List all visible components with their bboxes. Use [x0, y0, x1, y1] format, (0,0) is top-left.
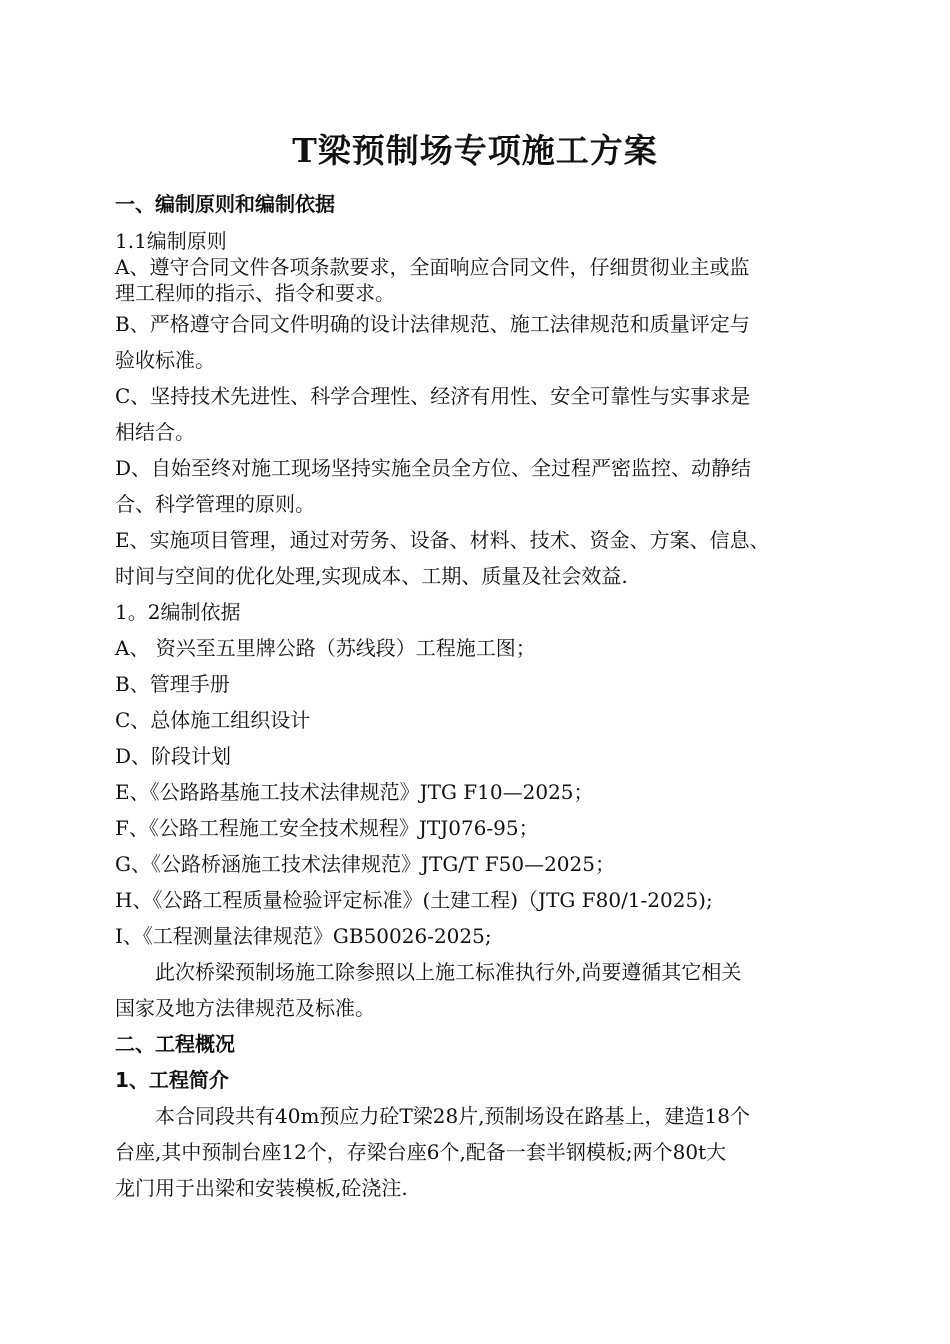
principle-a-line2: 理工程师的指示、指令和要求。: [115, 281, 395, 305]
basis-item-b: B、管理手册: [115, 672, 230, 696]
section-heading: 二、工程概况: [115, 1032, 235, 1056]
principle-d-line1: D、自始至终对施工现场坚持实施全员全方位、全过程严密监控、动静结: [115, 456, 752, 480]
overview-line2: 台座,其中预制台座12个，存梁台座6个,配备一套半钢模板;两个80t大: [115, 1140, 727, 1164]
basis-item-i: I、《工程测量法律规范》GB50026-2025;: [115, 924, 492, 948]
subsection-heading: 1.1编制原则: [115, 229, 227, 253]
overview-line3: 龙门用于出梁和安装模板,砼浇注.: [115, 1176, 408, 1200]
principle-b-line2: 验收标准。: [115, 348, 215, 372]
principle-e-line2: 时间与空间的优化处理,实现成本、工期、质量及社会效益.: [115, 564, 628, 588]
basis-item-c: C、总体施工组织设计: [115, 708, 311, 732]
principle-a-line1: A、遵守合同文件各项条款要求，全面响应合同文件，仔细贯彻业主或监: [115, 255, 750, 279]
subsection-heading: 1。2编制依据: [115, 600, 241, 624]
document-body: [115, 190, 845, 1206]
section-heading: 一、编制原则和编制依据: [115, 192, 335, 216]
principle-c-line2: 相结合。: [115, 420, 195, 444]
basis-item-f: F、《公路工程施工安全技术规程》JTJ076-95；: [115, 816, 539, 840]
basis-item-g: G、《公路桥涵施工技术法律规范》JTG/T F50—2025；: [115, 852, 615, 876]
subsection-heading: 1、工程简介: [115, 1068, 229, 1092]
basis-item-d: D、阶段计划: [115, 744, 232, 768]
principle-e-line1: E、实施项目管理，通过对劳务、设备、材料、技术、资金、方案、信息、: [115, 528, 770, 552]
overview-line1: 本合同段共有40m预应力砼T梁28片,预制场设在路基上，建造18个: [155, 1104, 751, 1128]
basis-item-a: A、 资兴至五里牌公路（苏线段）工程施工图；: [115, 636, 536, 660]
document-title: T梁预制场专项施工方案: [292, 131, 658, 170]
basis-item-h: H、《公路工程质量检验评定标准》(土建工程)（JTG F80/1-2025);: [115, 888, 713, 912]
closing-paragraph-line2: 国家及地方法律规范及标准。: [115, 996, 375, 1020]
principle-c-line1: C、坚持技术先进性、科学合理性、经济有用性、安全可靠性与实事求是: [115, 384, 751, 408]
closing-paragraph-line1: 此次桥梁预制场施工除参照以上施工标准执行外,尚要遵循其它相关: [155, 960, 742, 984]
principle-b-line1: B、严格遵守合同文件明确的设计法律规范、施工法律规范和质量评定与: [115, 312, 750, 336]
principle-d-line2: 合、科学管理的原则。: [115, 492, 315, 516]
basis-item-e: E、《公路路基施工技术法律规范》JTG F10—2025；: [115, 780, 594, 804]
